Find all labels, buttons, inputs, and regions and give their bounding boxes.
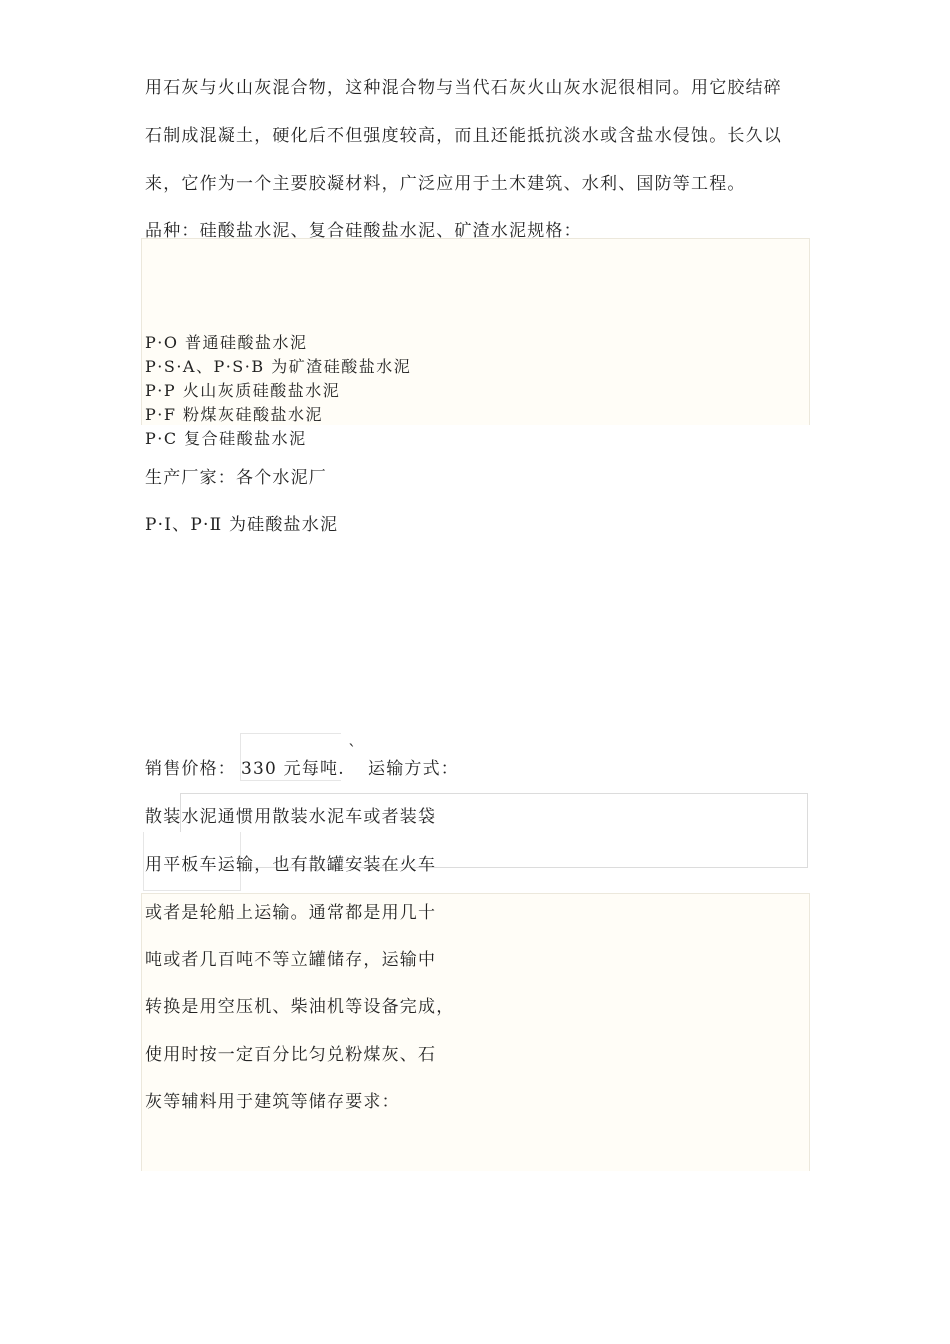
spec-item: P·P 火山灰质硅酸盐水泥 <box>145 381 341 400</box>
varieties-line: 品种：硅酸盐水泥、复合硅酸盐水泥、矿渣水泥规格： <box>145 221 582 241</box>
transport-line: 转换是用空压机、柴油机等设备完成， <box>145 997 455 1017</box>
spec-item: P·C 复合硅酸盐水泥 <box>145 429 307 448</box>
pi-line: P·Ⅰ、P·Ⅱ 为硅酸盐水泥 <box>145 515 339 535</box>
manufacturer-line: 生产厂家：各个水泥厂 <box>145 468 327 488</box>
transport-line: 或者是轮船上运输。通常都是用几十 <box>145 903 437 923</box>
transport-box-main <box>141 893 810 1171</box>
transport-line: 用平板车运输，也有散罐安装在火车 <box>145 855 437 875</box>
transport-line: 使用时按一定百分比匀兑粉煤灰、石 <box>145 1045 437 1065</box>
intro-line: 用石灰与火山灰混合物，这种混合物与当代石灰火山灰水泥很相同。用它胶结碎 <box>145 78 782 98</box>
price-value: 330 元每吨. <box>241 759 345 779</box>
transport-line: 灰等辅料用于建筑等储存要求： <box>145 1092 400 1112</box>
transport-line: 吨或者几百吨不等立罐储存，运输中 <box>145 950 437 970</box>
spec-item: P·S·A、P·S·B 为矿渣硅酸盐水泥 <box>145 357 412 376</box>
price-label: 销售价格： <box>145 759 236 779</box>
transport-line: 散装水泥通惯用散装水泥车或者装袋 <box>145 807 437 827</box>
intro-line: 来，它作为一个主要胶凝材料，广泛应用于土木建筑、水利、国防等工程。 <box>145 174 746 194</box>
intro-line: 石制成混凝土，硬化后不但强度较高，而且还能抵抗淡水或含盐水侵蚀。长久以 <box>145 126 782 146</box>
spec-item: P·O 普通硅酸盐水泥 <box>145 333 308 352</box>
spec-item: P·F 粉煤灰硅酸盐水泥 <box>145 405 324 424</box>
price-mark: ` <box>348 742 358 762</box>
transport-label: 运输方式： <box>368 759 459 779</box>
